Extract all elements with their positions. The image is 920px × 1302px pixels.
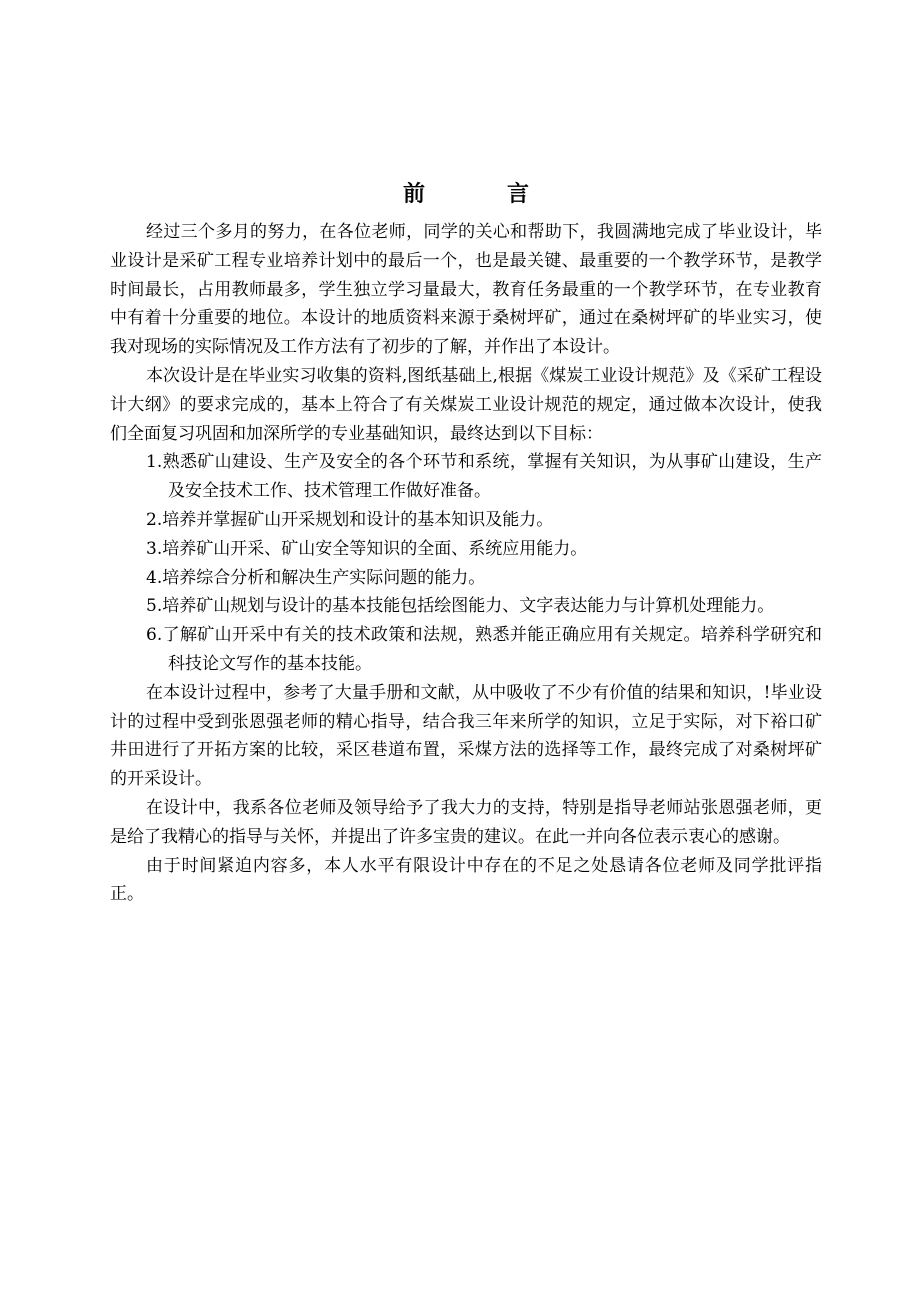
list-item: 1.熟悉矿山建设、生产及安全的各个环节和系统，掌握有关知识，为从事矿山建设，生产及安全技术工作、技术管理工作做好准备。 xyxy=(146,452,822,502)
paragraph-intro: 经过三个多月的努力，在各位老师，同学的关心和帮助下，我圆满地完成了毕业设计，毕业设计是采矿工程专业培养计划中的最后一个，也是最关键、最重要的一个教学环节，是教学时间最长，占用教师最多，学生独立学习量最大，教育任务最重的一个教学环节，在专业教育中有着十分重要的地位。本设计的地质资料来源于桑树坪矿，通过在桑树坪矿的毕业实习，使我对现场的实际情况及工作方法有了初步的了解，并作出了本设计。 xyxy=(110,222,822,358)
paragraph-process: 在本设计过程中，参考了大量手册和文献，从中吸收了不少有价值的结果和知识，!毕业设计的过程中受到张恩强老师的精心指导，结合我三年来所学的知识，立足于实际，对下裕口矿井田进行了开拓方案的比较，采区巷道布置，采煤方法的选择等工作，最终完成了对桑树坪矿的开采设计。 xyxy=(110,682,822,790)
goals-list xyxy=(110,448,822,678)
list-item: 6.了解矿山开采中有关的技术政策和法规，熟悉并能正确应用有关规定。培养科学研究和科技论文写作的基本技能。 xyxy=(146,625,822,674)
list-item: 2.培养并掌握矿山开采规划和设计的基本知识及能力。 xyxy=(146,509,554,530)
list-item: 3.培养矿山开采、矿山安全等知识的全面、系统应用能力。 xyxy=(146,538,588,559)
paragraph-thanks: 在设计中，我系各位老师及领导给予了我大力的支持，特别是指导老师站张恩强老师，更是给了我精心的指导与关怀，并提出了许多宝贵的建议。在此一并向各位表示衷心的感谢。 xyxy=(110,797,822,847)
page-title: 前 言 xyxy=(402,182,559,207)
list-item: 4.培养综合分析和解决生产实际问题的能力。 xyxy=(146,567,486,588)
list-item: 5.培养矿山规划与设计的基本技能包括绘图能力、文字表达能力与计算机处理能力。 xyxy=(146,596,775,617)
paragraph-closing: 由于时间紧迫内容多，本人水平有限设计中存在的不足之处恳请各位老师及同学批评指正。 xyxy=(110,855,822,905)
document-page xyxy=(110,180,822,909)
paragraph-design-basis: 本次设计是在毕业实习收集的资料,图纸基础上,根据《煤炭工业设计规范》及《采矿工程设计大纲》的要求完成的，基本上符合了有关煤炭工业设计规范的规定，通过做本次设计，使我们全面复习巩固和加深所学的专业基础知识，最终达到以下目标： xyxy=(110,365,822,444)
